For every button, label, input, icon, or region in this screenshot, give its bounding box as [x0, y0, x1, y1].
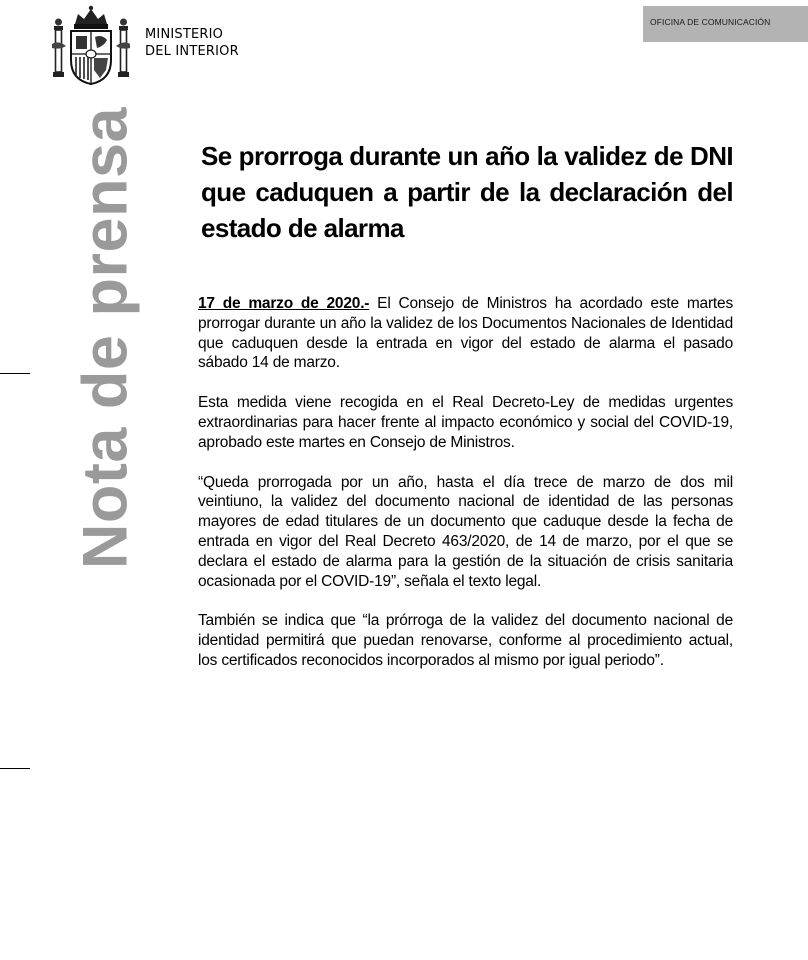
press-release-vertical-label: Nota de prensa	[70, 106, 141, 570]
paragraph-3: “Queda prorrogada por un año, hasta el día trece de marzo de dos mil veintiuno, la validez del documento nacional de identidad de las personas mayores de edad titulares de un documento que caduque desde la fecha de entrada en vigor del Real Decreto 463/2020, de 14 de marzo, por el que se declara el estado de alarma para la gestión de la situación de crisis sanitaria ocasionada por el COVID-19”, señala el texto legal.	[198, 473, 733, 590]
release-date: 17 de marzo de 2020.-	[198, 295, 370, 312]
margin-fold-mark-bottom	[0, 768, 30, 769]
paragraph-1-text: El Consejo de Ministros ha acordado este martes prorrogar durante un año la validez de los Documentos Nacionales de Identidad que caduquen desde la entrada en vigor del estado de alarma el pasado sábado 14 de marzo.	[198, 295, 733, 372]
ministry-name	[145, 26, 239, 60]
paragraph-2: Esta medida viene recogida en el Real Decreto-Ley de medidas urgentes extraordinarias para hacer frente al impacto económico y social del COVID-19, aprobado este martes en Consejo de Ministros.	[198, 394, 733, 451]
ministry-line-1: MINISTERIO	[145, 27, 224, 42]
press-release-title: Se prorroga durante un año la validez de DNI que caduquen a partir de la declaración del estado de alarma	[201, 141, 733, 243]
margin-fold-mark-top	[0, 373, 30, 374]
coat-of-arms-logo	[50, 4, 132, 86]
spain-coat-of-arms-icon	[50, 4, 132, 86]
office-badge: OFICINA DE COMUNICACIÓN	[643, 6, 808, 42]
ministry-line-2: DEL INTERIOR	[145, 44, 239, 59]
paragraph-1	[198, 294, 733, 373]
press-release-body	[198, 294, 733, 691]
paragraph-4: También se indica que “la prórroga de la validez del documento nacional de identidad permitirá que puedan renovarse, conforme al procedimiento actual, los certificados reconocidos incorporados al mismo por igual periodo”.	[198, 612, 733, 669]
